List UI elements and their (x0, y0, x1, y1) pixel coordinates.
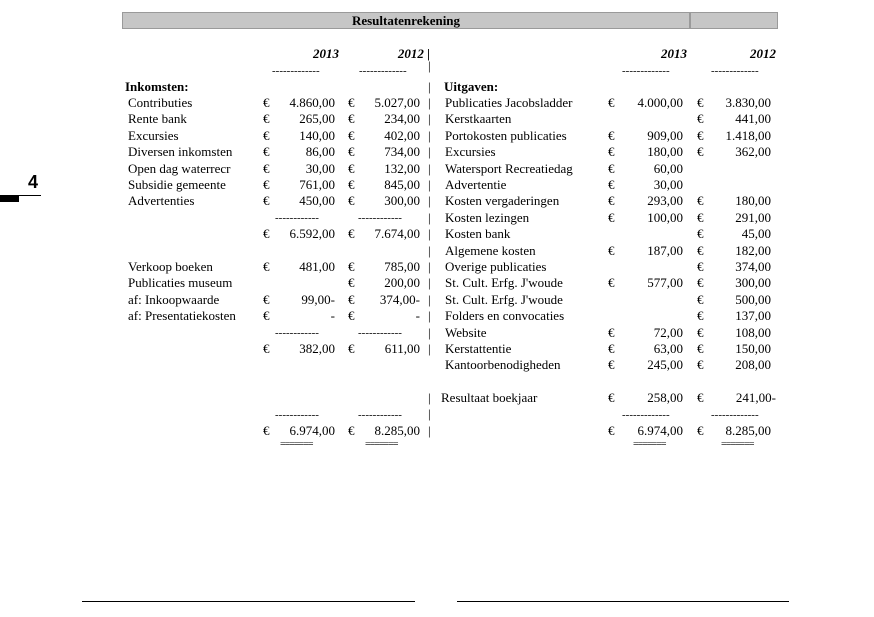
income-value-2013: 481,00 (299, 259, 335, 274)
expense-value-2013: 577,00 (647, 275, 683, 291)
total-rule-expense-2013: ------------- (622, 409, 670, 421)
income-header-2012: 2012 | (397, 46, 430, 61)
income-value-2012: 132,00 (384, 160, 420, 176)
expense-label: St. Cult. Erfg. J'woude (445, 275, 563, 291)
expense-label: Advertentie (445, 177, 507, 192)
footer-rule-left (82, 601, 415, 602)
income-value-2012: 200,00 (384, 275, 420, 291)
column-separator: | (428, 127, 431, 143)
expense-value-2013: 187,00 (647, 242, 683, 258)
expense-label: Kerstattentie (445, 341, 512, 356)
income-subtotal-2013: 6.592,00 (289, 226, 335, 242)
expense-label: Kosten bank (445, 226, 511, 242)
euro-sign: € (608, 177, 615, 192)
euro-sign: € (608, 127, 615, 143)
total-rule-income-2013: ------------ (275, 409, 319, 421)
euro-sign: € (697, 127, 704, 143)
page-marker (0, 195, 19, 202)
euro-sign: € (263, 341, 270, 356)
euro-sign: € (608, 193, 615, 209)
income-value-2012: 5.027,00 (374, 95, 420, 110)
income-header-rule-2012: ------------- (359, 65, 407, 77)
page-number-rule (19, 195, 41, 196)
expense-value-2012: 291,00 (735, 209, 771, 225)
expense-value-2012: 362,00 (735, 144, 771, 160)
page-number: 4 (28, 172, 39, 192)
euro-sign: € (263, 423, 270, 438)
euro-sign: € (697, 259, 704, 274)
income-books-subtotal-2013: 382,00 (299, 341, 335, 356)
euro-sign: € (608, 341, 615, 356)
euro-sign: € (263, 291, 270, 307)
expense-value-2013: 30,00 (653, 177, 683, 192)
euro-sign: € (263, 259, 270, 274)
expense-label: Folders en convocaties (445, 308, 565, 324)
euro-sign: € (608, 95, 615, 110)
euro-sign: € (697, 193, 704, 209)
income-value-2013: 265,00 (299, 111, 335, 127)
total-rule-expense-2012: ------------- (711, 409, 759, 421)
income-value-2012: 785,00 (384, 259, 420, 274)
expense-header-rule-2013: ------------- (622, 65, 670, 77)
euro-sign: € (348, 291, 355, 307)
expense-label: Kerstkaarten (445, 111, 512, 127)
income-value-2012: 234,00 (384, 111, 420, 127)
expense-value-2012: 180,00 (735, 193, 771, 209)
expense-value-2012: 441,00 (735, 111, 771, 127)
expense-total-2012: 8.285,00 (725, 423, 771, 438)
income-label: Excursies (128, 127, 179, 143)
expense-label: Kosten vergaderingen (445, 193, 560, 209)
euro-sign: € (348, 127, 355, 143)
expense-value-2012: 1.418,00 (725, 127, 771, 143)
euro-sign: € (263, 160, 270, 176)
expense-label: Overige publicaties (445, 259, 547, 274)
euro-sign: € (697, 357, 704, 373)
expense-value-2012: 374,00 (735, 259, 771, 274)
euro-sign: € (348, 95, 355, 110)
income-label: Rente bank (128, 111, 187, 127)
euro-sign: € (348, 160, 355, 176)
column-separator: | (428, 259, 431, 274)
expense-value-2013: 180,00 (647, 144, 683, 160)
column-separator: | (428, 390, 431, 405)
expense-label: Excursies (445, 144, 496, 160)
expense-value-2013: 60,00 (653, 160, 683, 176)
income-header-rule-2013: ------------- (272, 65, 320, 77)
euro-sign: € (697, 341, 704, 356)
expense-label: Algemene kosten (445, 242, 536, 258)
income-books-rule-2012: ------------ (358, 326, 402, 339)
page-title: Resultatenrekening (351, 13, 461, 28)
euro-sign: € (608, 144, 615, 160)
euro-sign: € (348, 177, 355, 192)
euro-sign: € (263, 144, 270, 160)
income-label: Subsidie gemeente (128, 177, 226, 192)
expense-value-2013: 4.000,00 (637, 95, 683, 110)
euro-sign: € (608, 423, 615, 438)
income-value-2012: 300,00 (384, 193, 420, 209)
income-label: af: Presentatiekosten (128, 308, 236, 324)
euro-sign: € (608, 357, 615, 373)
income-value-2013: 99,00- (301, 291, 335, 307)
expense-value-2013: 909,00 (647, 127, 683, 143)
column-separator: | (428, 275, 431, 291)
expense-header-2013: 2013 (661, 46, 687, 61)
expense-value-2012: 500,00 (735, 291, 771, 307)
income-subtotal-rule-2012: ------------ (358, 211, 402, 224)
total-double-rule: ======= (633, 439, 666, 450)
income-header-2013: 2013 (313, 46, 339, 61)
column-separator: | (428, 324, 431, 340)
euro-sign: € (348, 259, 355, 274)
income-label: Open dag waterrecr (128, 160, 231, 176)
income-label: af: Inkoopwaarde (128, 291, 220, 307)
column-separator: | (428, 144, 431, 160)
income-label: Diversen inkomsten (128, 144, 233, 160)
expense-value-2012: 150,00 (735, 341, 771, 356)
euro-sign: € (697, 226, 704, 242)
expense-label: Kantoorbenodigheden (445, 357, 561, 373)
euro-sign: € (697, 324, 704, 340)
column-separator: | (428, 95, 431, 110)
expense-value-2013: 293,00 (647, 193, 683, 209)
footer-rule-right (457, 601, 789, 602)
income-value-2012: 845,00 (384, 177, 420, 192)
expense-value-2012: 45,00 (741, 226, 771, 242)
expense-value-2013: 100,00 (647, 209, 683, 225)
income-books-subtotal-2012: 611,00 (384, 341, 420, 356)
expense-value-2012: 300,00 (735, 275, 771, 291)
income-value-2013: - (330, 308, 335, 324)
euro-sign: € (697, 423, 704, 438)
euro-sign: € (348, 111, 355, 127)
euro-sign: € (348, 341, 355, 356)
income-value-2012: 374,00- (379, 291, 420, 307)
column-separator: | (428, 58, 431, 73)
income-value-2013: 450,00 (299, 193, 335, 209)
expense-total-2013: 6.974,00 (637, 423, 683, 438)
income-value-2013: 140,00 (299, 127, 335, 143)
title-bar-right (690, 12, 778, 29)
euro-sign: € (348, 193, 355, 209)
euro-sign: € (608, 390, 615, 405)
euro-sign: € (697, 242, 704, 258)
euro-sign: € (263, 193, 270, 209)
income-subtotal-2012: 7.674,00 (374, 226, 420, 242)
euro-sign: € (348, 226, 355, 242)
column-separator: | (428, 111, 431, 127)
euro-sign: € (608, 242, 615, 258)
income-total-2013: 6.974,00 (289, 423, 335, 438)
euro-sign: € (263, 95, 270, 110)
income-subtotal-rule-2013: ------------ (275, 211, 319, 224)
expense-value-2013: 63,00 (653, 341, 683, 356)
euro-sign: € (263, 127, 270, 143)
income-value-2012: 734,00 (384, 144, 420, 160)
expense-heading: Uitgaven: (444, 79, 499, 94)
total-rule-income-2012: ------------ (358, 409, 402, 421)
income-value-2012: - (415, 308, 420, 324)
expense-header-2012: 2012 (750, 46, 776, 61)
expense-value-2012: 137,00 (735, 308, 771, 324)
result-label: Resultaat boekjaar (441, 390, 538, 405)
column-separator: | (428, 423, 431, 438)
column-separator: | (428, 226, 431, 242)
total-double-rule: ======= (280, 439, 313, 450)
column-separator: | (428, 177, 431, 192)
income-value-2013: 4.860,00 (289, 95, 335, 110)
income-value-2013: 86,00 (305, 144, 335, 160)
euro-sign: € (263, 226, 270, 242)
expense-value-2013: 245,00 (647, 357, 683, 373)
euro-sign: € (263, 177, 270, 192)
euro-sign: € (608, 275, 615, 291)
euro-sign: € (348, 308, 355, 324)
total-double-rule: ======= (721, 439, 754, 450)
euro-sign: € (348, 423, 355, 438)
expense-label: Portokosten publicaties (445, 127, 567, 143)
euro-sign: € (697, 111, 704, 127)
euro-sign: € (697, 144, 704, 160)
income-total-2012: 8.285,00 (374, 423, 420, 438)
income-value-2013: 30,00 (305, 160, 335, 176)
euro-sign: € (697, 275, 704, 291)
result-value-2013: 258,00 (647, 390, 683, 405)
column-separator: | (428, 193, 431, 209)
income-heading: Inkomsten: (125, 79, 189, 94)
expense-value-2013: 72,00 (653, 324, 683, 340)
income-books-rule-2013: ------------ (275, 326, 319, 339)
column-separator: | (428, 209, 431, 225)
expense-value-2012: 182,00 (735, 242, 771, 258)
euro-sign: € (608, 324, 615, 340)
result-value-2012: 241,00- (735, 390, 776, 405)
column-separator: | (428, 291, 431, 307)
expense-label: St. Cult. Erfg. J'woude (445, 291, 563, 307)
euro-sign: € (697, 95, 704, 110)
euro-sign: € (608, 160, 615, 176)
euro-sign: € (697, 209, 704, 225)
column-separator: | (428, 308, 431, 324)
euro-sign: € (697, 308, 704, 324)
expense-label: Publicaties Jacobsladder (445, 95, 573, 110)
income-label: Advertenties (128, 193, 195, 209)
expense-value-2012: 108,00 (735, 324, 771, 340)
income-value-2013: 761,00 (299, 177, 335, 192)
income-value-2012: 402,00 (384, 127, 420, 143)
expense-header-rule-2012: ------------- (711, 65, 759, 77)
column-separator: | (428, 242, 431, 258)
expense-label: Watersport Recreatiedag (445, 160, 573, 176)
column-separator: | (428, 79, 431, 94)
income-label: Publicaties museum (128, 275, 233, 291)
euro-sign: € (263, 111, 270, 127)
income-label: Contributies (128, 95, 193, 110)
total-double-rule: ======= (365, 439, 398, 450)
expense-value-2012: 3.830,00 (725, 95, 771, 110)
expense-label: Kosten lezingen (445, 209, 530, 225)
column-separator: | (428, 406, 431, 421)
euro-sign: € (263, 308, 270, 324)
euro-sign: € (348, 144, 355, 160)
euro-sign: € (348, 275, 355, 291)
expense-label: Website (445, 324, 487, 340)
euro-sign: € (697, 390, 704, 405)
euro-sign: € (608, 209, 615, 225)
column-separator: | (428, 341, 431, 356)
column-separator: | (428, 160, 431, 176)
income-label: Verkoop boeken (128, 259, 213, 274)
expense-value-2012: 208,00 (735, 357, 771, 373)
euro-sign: € (697, 291, 704, 307)
